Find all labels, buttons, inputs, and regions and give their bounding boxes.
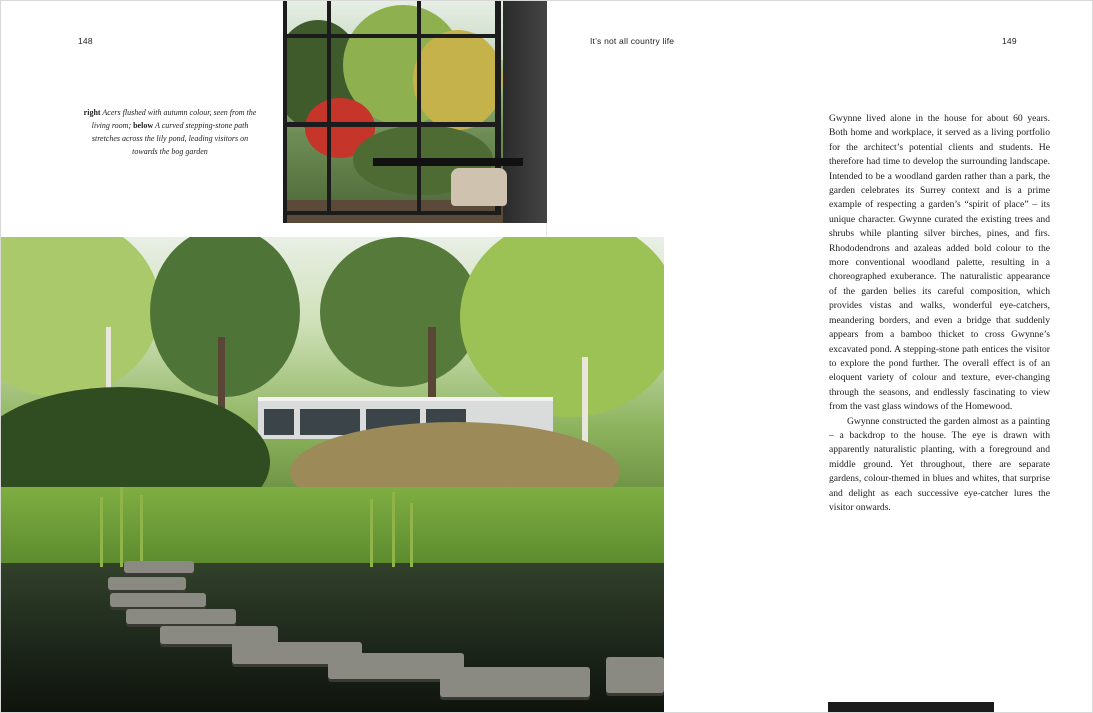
stepping-stone [108, 577, 186, 590]
pond-reed [392, 492, 395, 567]
photo-chair [451, 168, 507, 206]
house-window [300, 409, 360, 435]
photo-tree [0, 237, 160, 397]
stepping-stone [124, 561, 194, 573]
caption-text-right: Acers flushed with autumn colour, seen from the living room; [91, 108, 257, 130]
birch-tree [460, 237, 664, 417]
window-frame [327, 0, 331, 215]
running-head: It’s not all country life [590, 36, 675, 46]
house-window [264, 409, 294, 435]
pond-reed [370, 499, 373, 567]
window-frame [417, 0, 421, 215]
page-number-left: 148 [78, 36, 93, 46]
caption-text-below: A curved stepping-stone path stretches across the lily pond, leading visitors on towards the bog garden [91, 121, 249, 156]
page-number-right: 149 [1002, 36, 1017, 46]
body-paragraph: Gwynne constructed the garden almost as a painting – a backdrop to the house. The eye is drawn with apparently naturalistic planting, with a foreground and middle ground. Yet throughout, there are separate gardens, colour-themed in blues and whites, that surprise and delight as each successive eye-catcher lures the visitor onwards. [829, 415, 1050, 513]
window-frame [283, 211, 501, 215]
photo-wall [503, 0, 547, 223]
stepping-stone [606, 657, 664, 693]
body-text [829, 112, 1050, 515]
pine-tree [320, 237, 480, 387]
window-frame [283, 122, 501, 127]
pond-reed [100, 497, 103, 567]
photo-table [373, 158, 523, 166]
decorative-bar [828, 702, 994, 713]
acer-window-photo [283, 0, 547, 223]
caption-label-below: below [133, 121, 154, 130]
pond-reed [410, 503, 413, 567]
body-paragraph: Gwynne lived alone in the house for about 60 years. Both home and workplace, it served as a living portfolio for the architect’s potential clients and students. He therefore had time to develop the surrounding landscape. Intended to be a woodland garden rather than a park, the garden celebrates its Surrey context and is a prime example of respecting a garden’s “spirit of place” – its unique character. Gwynne curated the existing trees and shrubs while planting silver birches, pines, and firs. Rhododendrons and azaleas added bold colour to the more conventional woodland palette, resulting in a choreographed exuberance. The naturalistic appearance of the garden belies its careful composition, which provides vistas and walks, wonderful eye-catchers, meandering borders, and even a bridge that suddenly appears from a bamboo thicket to cross Gwynne’s excavated pond. A stepping-stone path entices the visitor to explore the pond further. The overall effect is of an eloquent variety of colour and texture, ever-changing through the seasons, and endlessly fascinating to view from the vast glass windows of the Homewood. [829, 113, 1050, 413]
pond-reed [120, 487, 123, 567]
garden-pond-photo [0, 237, 664, 713]
stepping-stone [440, 667, 590, 697]
caption-label-right: right [83, 108, 101, 117]
stepping-stone [110, 593, 206, 607]
photo-caption [80, 106, 260, 158]
pine-tree [150, 237, 300, 397]
stepping-stone [126, 609, 236, 624]
pond-reed [140, 495, 143, 567]
window-frame [283, 34, 501, 38]
photo-tree [413, 30, 503, 130]
